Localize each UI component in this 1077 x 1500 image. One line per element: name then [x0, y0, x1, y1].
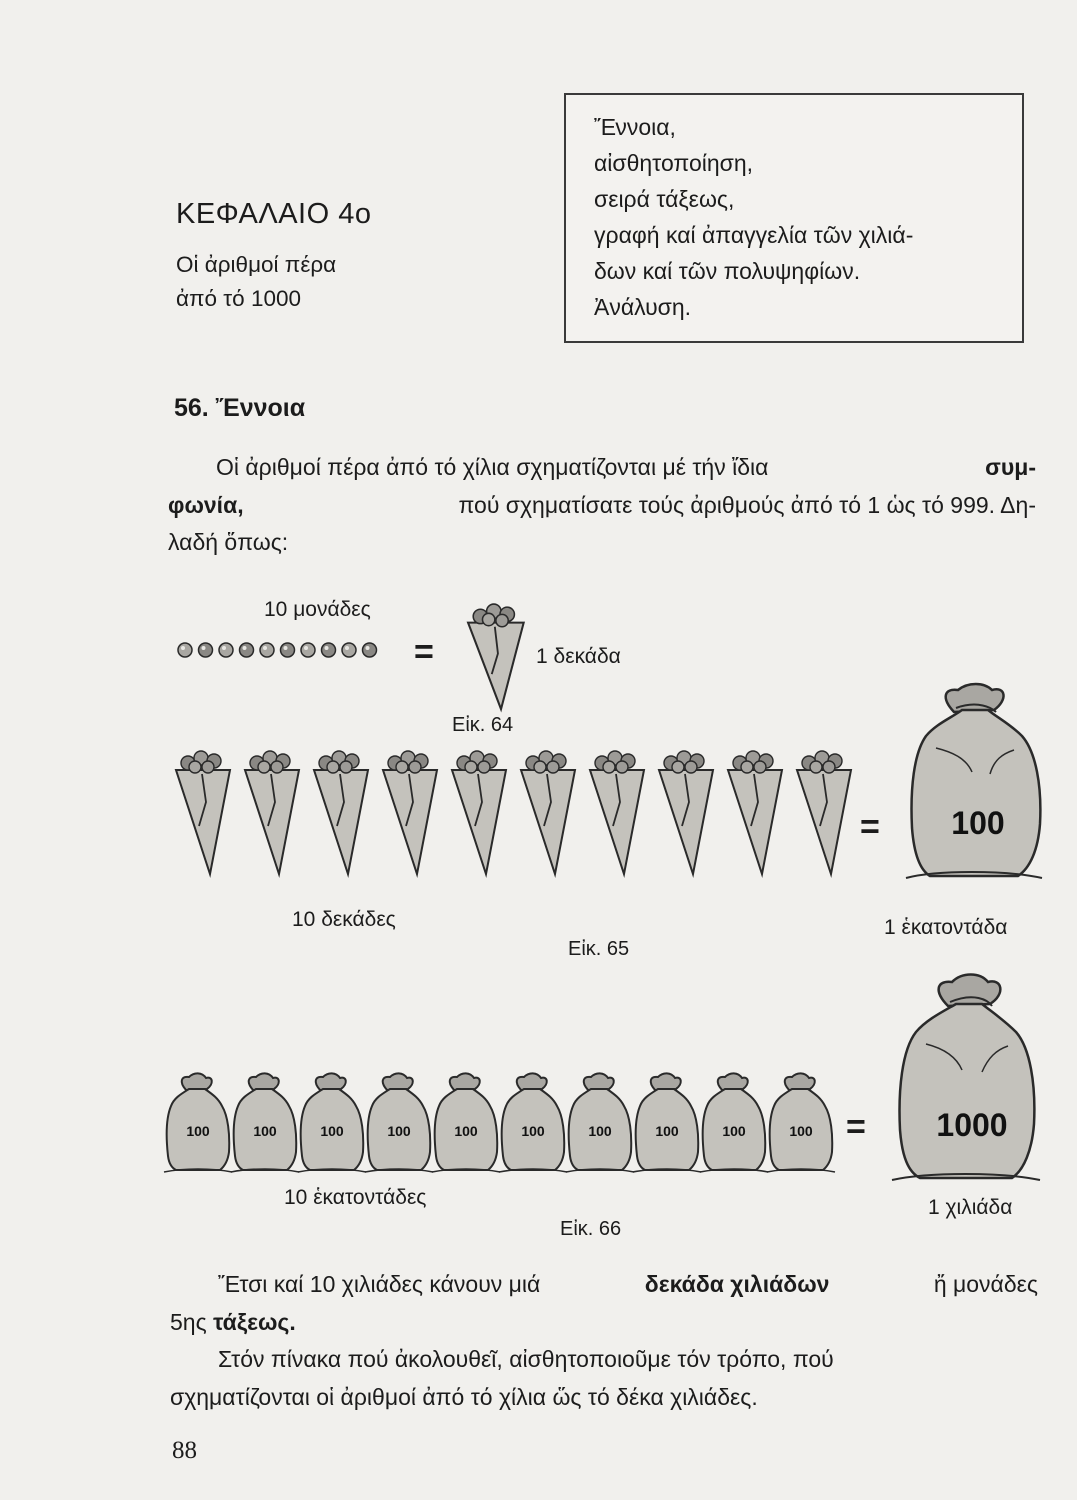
- closing-text-part: Ἔτσι καί 10 χιλιάδες κάνουν μιά: [218, 1271, 541, 1297]
- closing-line: [170, 1304, 1038, 1342]
- units-label: 10 μονάδες: [264, 598, 371, 621]
- closing-text-part: 5ης: [170, 1308, 207, 1335]
- small-bag-value: 100: [655, 1123, 679, 1139]
- closing-line: σχηματίζονται οἱ ἀριθμοί ἀπό τό χίλια ὥς τό δέκα χιλιάδες.: [170, 1383, 758, 1410]
- topic-line: δων καί τῶν πολυψηφίων.: [594, 258, 861, 284]
- figure-caption: Εἰκ. 64: [452, 714, 514, 736]
- thousand-bag-icon: [884, 970, 1044, 1190]
- closing-bold: δεκάδα χιλιάδων: [644, 1271, 830, 1297]
- small-bag-icon: [700, 1073, 768, 1172]
- topic-line: Ἀνάλυση.: [594, 294, 692, 320]
- equals-sign: =: [414, 633, 434, 671]
- small-bag-icon: [231, 1073, 299, 1172]
- figure-caption: Εἰκ. 66: [560, 1218, 622, 1240]
- small-bag-value: 100: [253, 1123, 277, 1139]
- topic-line: σειρά τάξεως,: [594, 186, 735, 212]
- small-bag-value: 100: [387, 1123, 411, 1139]
- group-label: 10 δεκάδες: [292, 908, 396, 931]
- small-bag-icon: [164, 1073, 232, 1172]
- intro-text: πού σχηματίσατε τούς ἀριθμούς ἀπό τό 1 ὡς τό 999. Δη-: [458, 491, 1036, 518]
- bag-value: 1000: [936, 1107, 1008, 1143]
- result-label: 1 χιλιάδα: [928, 1196, 1013, 1219]
- small-bag-value: 100: [722, 1123, 746, 1139]
- result-label: 1 ἑκατοντάδα: [884, 916, 1008, 939]
- small-bag-icon: [633, 1073, 701, 1172]
- ten-label: 1 δεκάδα: [536, 645, 621, 668]
- closing-line: Στόν πίνακα πού ἀκολουθεῖ, αἰσθητοποιοῦμε τόν τρόπο, πού: [218, 1346, 834, 1372]
- intro-line: λαδή ὅπως:: [168, 529, 289, 555]
- bag-value: 100: [951, 805, 1005, 841]
- small-bag-icon: [365, 1073, 433, 1172]
- chapter-subtitle-line: ἀπό τό 1000: [176, 286, 302, 311]
- equals-sign: =: [860, 808, 880, 846]
- small-bag-value: 100: [789, 1123, 813, 1139]
- closing-text-part: ἤ μονάδες: [933, 1271, 1038, 1297]
- topic-line: αἰσθητοποίηση,: [594, 150, 754, 176]
- chapter-subtitle-line: Οἱ ἀριθμοί πέρα: [176, 252, 337, 277]
- equals-sign: =: [846, 1108, 866, 1146]
- small-bag-icon: [298, 1073, 366, 1172]
- small-bag-icon: [767, 1073, 835, 1172]
- group-label: 10 ἑκατοντάδες: [284, 1186, 427, 1209]
- small-bag-value: 100: [521, 1123, 545, 1139]
- intro-text: Οἱ ἀριθμοί πέρα ἀπό τό χίλια σχηματίζονται μέ τήν ἴδια: [216, 454, 769, 480]
- small-bag-value: 100: [186, 1123, 210, 1139]
- small-bag-value: 100: [454, 1123, 478, 1139]
- small-bag-icon: [566, 1073, 634, 1172]
- small-bag-icon: [499, 1073, 567, 1172]
- small-bag-value: 100: [320, 1123, 344, 1139]
- intro-bold: συμ-: [985, 454, 1036, 480]
- figure-caption: Εἰκ. 65: [568, 938, 630, 960]
- small-bag-value: 100: [588, 1123, 612, 1139]
- closing-text: [170, 1266, 1038, 1416]
- section-heading: 56. Ἔννοια: [174, 394, 306, 422]
- closing-bold: τάξεως.: [213, 1308, 296, 1335]
- intro-bold: φωνία,: [168, 491, 244, 518]
- small-bag-icon: [432, 1073, 500, 1172]
- topic-line: Ἔννοια,: [594, 114, 676, 140]
- chapter-title: ΚΕΦΑΛΑΙΟ 4ο: [176, 198, 372, 230]
- topic-line: γραφή καί ἀπαγγελία τῶν χιλιά-: [594, 222, 914, 248]
- page-number: 88: [172, 1437, 197, 1464]
- closing-line: [170, 1266, 1038, 1304]
